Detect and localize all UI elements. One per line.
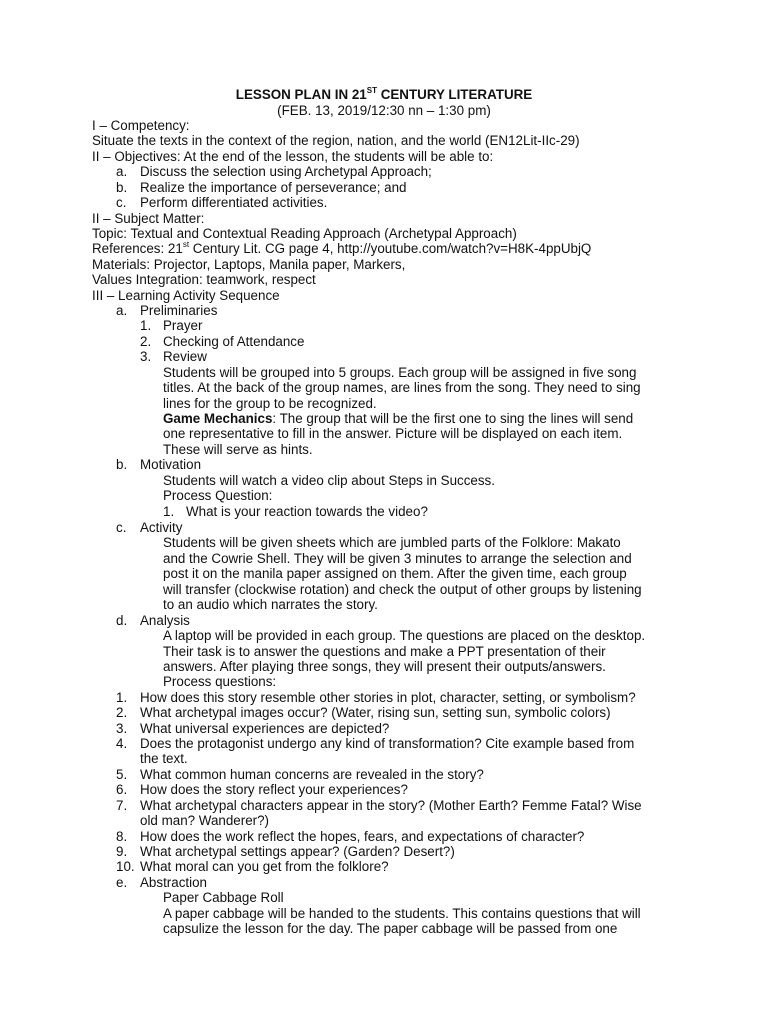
abstraction-subheading: Paper Cabbage Roll (163, 890, 284, 905)
section-marker: e. (116, 875, 128, 890)
list-marker: 1. (140, 318, 152, 333)
abstraction-text: A paper cabbage will be handed to the students. This contains questions that will (163, 906, 641, 921)
game-mechanics-text: These will serve as hints. (163, 442, 313, 457)
review-text: titles. At the back of the group names, are lines from the song. They need to sing (163, 380, 641, 395)
title-superscript: ST (366, 85, 377, 95)
motivation-question: What is your reaction towards the video? (186, 504, 428, 519)
review-text: Students will be grouped into 5 groups. Each group will be assigned in five song (163, 365, 637, 380)
references-text: References: 21 (92, 241, 183, 256)
analysis-text: answers. After playing three songs, they will present their outputs/answers. (163, 659, 606, 674)
sequence-heading: III – Learning Activity Sequence (92, 288, 280, 303)
list-marker: 1. (163, 504, 175, 519)
section-marker: b. (116, 457, 128, 472)
process-question: Does the protagonist undergo any kind of transformation? Cite example based from (140, 736, 635, 751)
title-text-end: CENTURY LITERATURE (376, 87, 533, 102)
topic-line: Topic: Textual and Contextual Reading Approach (Archetypal Approach) (92, 226, 517, 241)
objective-item: Discuss the selection using Archetypal Approach; (140, 164, 432, 179)
motivation-text: Students will watch a video clip about Steps in Success. (163, 473, 495, 488)
game-mechanics-label: Game Mechanics (163, 411, 273, 426)
analysis-text: A laptop will be provided in each group. The questions are placed on the desktop. (163, 628, 646, 643)
section-marker: d. (116, 613, 128, 628)
process-question: What moral can you get from the folklore? (140, 859, 389, 874)
objective-marker: b. (116, 180, 128, 195)
game-mechanics-text: : The group that will be the first one to sing the lines will send (272, 411, 634, 426)
motivation-text: Process Question: (163, 488, 273, 503)
abstraction-label: Abstraction (140, 875, 207, 890)
section-marker: c. (116, 520, 127, 535)
activity-text: Students will be given sheets which are jumbled parts of the Folklore: Makato (163, 535, 621, 550)
question-marker: 4. (116, 736, 128, 751)
question-marker: 2. (116, 705, 128, 720)
references-line (92, 241, 591, 256)
list-marker: 3. (140, 349, 152, 364)
question-marker: 3. (116, 721, 128, 736)
process-question: What common human concerns are revealed in the story? (140, 767, 484, 782)
question-marker: 7. (116, 798, 128, 813)
objective-marker: c. (116, 195, 127, 210)
review-text: lines for the group to be recognized. (163, 396, 377, 411)
list-item: Prayer (163, 318, 203, 333)
game-mechanics-line (163, 411, 633, 426)
analysis-label: Analysis (140, 613, 190, 628)
page-title (0, 87, 768, 102)
lesson-date: (FEB. 13, 2019/12:30 nn – 1:30 pm) (277, 103, 491, 118)
subject-matter-heading: II – Subject Matter: (92, 211, 205, 226)
question-marker: 9. (116, 844, 128, 859)
competency-heading: I – Competency: (92, 118, 190, 133)
references-superscript: st (182, 239, 190, 249)
question-marker: 8. (116, 829, 128, 844)
process-question: What universal experiences are depicted? (140, 721, 390, 736)
objective-item: Perform differentiated activities. (140, 195, 328, 210)
process-question: What archetypal settings appear? (Garden? Desert?) (140, 844, 455, 859)
activity-text: post it on the manila paper assigned on them. After the given time, each group (163, 566, 627, 581)
question-marker: 1. (116, 690, 128, 705)
list-marker: 2. (140, 334, 152, 349)
process-question: How does the work reflect the hopes, fears, and expectations of character? (140, 829, 585, 844)
process-question: What archetypal images occur? (Water, rising sun, setting sun, symbolic colors) (140, 705, 611, 720)
process-question-cont: the text. (140, 751, 188, 766)
activity-text: will transfer (clockwise rotation) and check the output of other groups by listening (163, 582, 642, 597)
process-question-cont: old man? Wanderer?) (140, 813, 270, 828)
question-marker: 10. (116, 859, 135, 874)
motivation-label: Motivation (140, 457, 202, 472)
activity-text: and the Cowrie Shell. They will be given 3 minutes to arrange the selection and (163, 551, 632, 566)
activity-label: Activity (140, 520, 183, 535)
process-question: How does this story resemble other stories in plot, character, setting, or symbolism? (140, 690, 636, 705)
preliminaries-label: Preliminaries (140, 303, 218, 318)
objective-marker: a. (116, 164, 128, 179)
objective-item: Realize the importance of perseverance; and (140, 180, 407, 195)
process-question: How does the story reflect your experiences? (140, 782, 408, 797)
references-text-end: Century Lit. CG page 4, http://youtube.com/watch?v=H8K-4ppUbjQ (189, 241, 592, 256)
question-marker: 6. (116, 782, 128, 797)
list-item: Checking of Attendance (163, 334, 305, 349)
question-marker: 5. (116, 767, 128, 782)
activity-text: to an audio which narrates the story. (163, 597, 378, 612)
analysis-text: Their task is to answer the questions and make a PPT presentation of their (163, 644, 606, 659)
game-mechanics-text: one representative to fill in the answer. Picture will be displayed on each item. (163, 426, 623, 441)
materials-line: Materials: Projector, Laptops, Manila paper, Markers, (92, 257, 406, 272)
analysis-text: Process questions: (163, 674, 277, 689)
list-item: Review (163, 349, 207, 364)
abstraction-text: capsulize the lesson for the day. The paper cabbage will be passed from one (163, 921, 618, 936)
objectives-heading: II – Objectives: At the end of the lesson, the students will be able to: (92, 149, 494, 164)
process-question: What archetypal characters appear in the story? (Mother Earth? Femme Fatal? Wise (140, 798, 642, 813)
section-marker: a. (116, 303, 128, 318)
title-text: LESSON PLAN IN 21 (235, 87, 367, 102)
competency-text: Situate the texts in the context of the region, nation, and the world (EN12Lit-IIc-29) (92, 133, 580, 148)
values-line: Values Integration: teamwork, respect (92, 272, 316, 287)
